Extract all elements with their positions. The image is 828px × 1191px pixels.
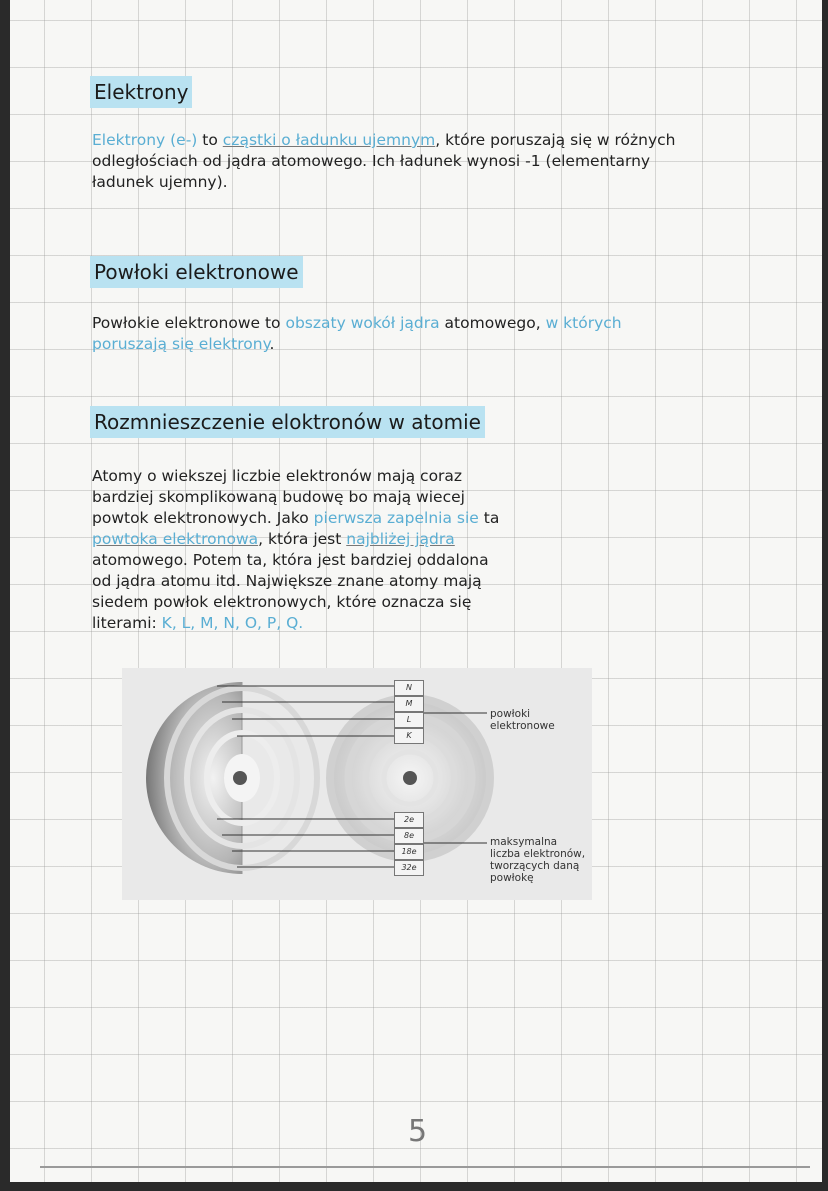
capacity-tag-8e: 8e [394, 828, 424, 844]
term-w-ktorych: w których poruszają się elektrony [92, 314, 622, 353]
paragraph-powloki: Powłokie elektronowe to obszaty wokół jądra atomowego, w których poruszają się elektrony. [92, 314, 622, 353]
shell-tag-m: M [394, 696, 424, 712]
paragraph-elektrony: Elektrony (e-) to cząstki o ładunku ujemnym, które poruszają się w różnych odległościach od jądra atomowego. Ich ładunek wynosi -1 (elementarny ładunek ujemny). [92, 131, 676, 191]
page-number: 5 [408, 1114, 428, 1149]
capacity-tag-2e: 2e [394, 812, 424, 828]
shell-tag-l: L [394, 712, 424, 728]
bottom-rule [40, 1166, 810, 1168]
capacity-tag-32e: 32e [394, 860, 424, 876]
label-shells: powłoki elektronowe [490, 708, 555, 732]
cutaway-sphere [146, 682, 317, 874]
nucleus-left [233, 771, 247, 785]
term-najblizej: najbliżej jądra [346, 530, 455, 548]
heading-elektrony: Elektrony [90, 76, 192, 108]
nucleus-right [403, 771, 417, 785]
shell-tag-n: N [394, 680, 424, 696]
term-litery: K, L, M, N, O, P, Q. [161, 614, 304, 632]
capacity-tag-18e: 18e [394, 844, 424, 860]
label-capacity: maksymalna liczba elektronów, tworzących daną powłokę [490, 836, 586, 884]
term-powloka: powtoka elektronowa [92, 530, 259, 548]
heading-powloki: Powłoki elektronowe [90, 256, 303, 288]
term-czastki: cząstki o ładunku ujemnym [222, 131, 436, 149]
term-obszary: obszaty wokół jądra [285, 314, 440, 332]
term-pierwsza: pierwsza zapelnia sie [313, 509, 479, 527]
notebook-page [10, 0, 822, 1182]
term-elektrony: Elektrony (e-) [92, 131, 198, 149]
paragraph-rozmieszczenie: Atomy o wiekszej liczbie elektronów mają coraz bardziej skomplikowaną budowę bo mają wiecej powtok elektronowych. Jako pierwsza zapelnia sie ta powtoka elektronowa, która jest najbliżej jądra atomowego. Potem ta, która jest bardziej oddalona od jądra atomu itd. Największe znane atomy mają siedem powłok elektronowych, które oznacza się literami: K, L, M, N, O, P, Q. [92, 467, 500, 632]
shell-tag-k: K [394, 728, 424, 744]
heading-rozmieszczenie: Rozmnieszczenie eloktronów w atomie [90, 406, 485, 438]
atom-shells-figure [122, 668, 592, 900]
